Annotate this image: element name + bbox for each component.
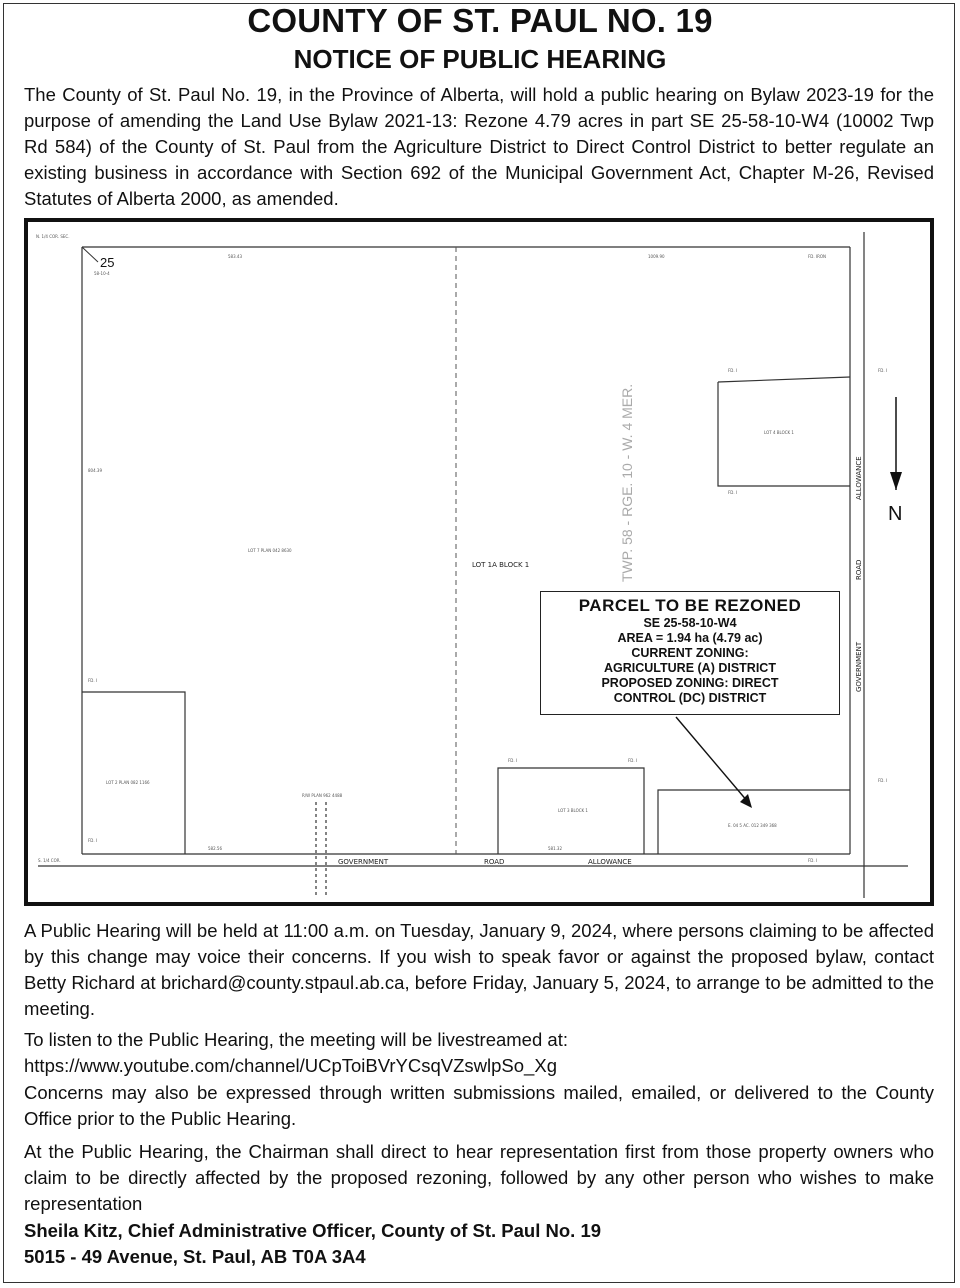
svg-text:FD. IRON: FD. IRON (808, 254, 827, 259)
svg-text:FD. I: FD. I (728, 368, 738, 373)
lot4-label: LOT 4 BLOCK 1 (764, 430, 794, 435)
svg-text:582.56: 582.56 (208, 846, 222, 851)
road-bottom-2: ROAD (484, 858, 505, 866)
svg-text:804.39: 804.39 (88, 468, 102, 473)
rezoning-callout (540, 591, 840, 715)
survey-drawing (28, 222, 930, 902)
parcel-label: E. 04 5 AC. 012 349 368 (728, 823, 777, 828)
callout-proposed-1: PROPOSED ZONING: DIRECT (601, 676, 779, 690)
callout-proposed-2: CONTROL (DC) DISTRICT (613, 691, 767, 705)
representation-paragraph: At the Public Hearing, the Chairman shall direct to hear representation first from those property owners who claim to be directly affected by the proposed rezoning, followed by any other person who wishes to make representation (24, 1141, 934, 1214)
svg-text:FD. I: FD. I (508, 758, 518, 763)
svg-text:N. 1/4 COR. SEC.: N. 1/4 COR. SEC. (36, 234, 70, 239)
callout-area: AREA = 1.94 ha (4.79 ac) (617, 631, 763, 645)
section-sub: 58-10-4 (94, 271, 110, 276)
lot3-label: LOT 3 BLOCK 1 (558, 808, 588, 813)
road-right-1: GOVERNMENT (855, 641, 863, 692)
section-number: 25 (100, 255, 115, 270)
road-bottom-1: GOVERNMENT (338, 858, 389, 866)
callout-heading: PARCEL TO BE REZONED (578, 596, 802, 615)
survey-map (24, 218, 934, 906)
notice-title: COUNTY OF ST. PAUL NO. 19 (247, 2, 713, 39)
signature-address: 5015 - 49 Avenue, St. Paul, AB T0A 3A4 (24, 1246, 366, 1267)
road-right-3: ALLOWANCE (855, 456, 863, 500)
svg-text:FD. I: FD. I (728, 490, 738, 495)
written-submissions-paragraph: Concerns may also be expressed through written submissions mailed, emailed, or delivered to the County Office prior to the Public Hearing. (24, 1082, 934, 1129)
township-label: TWP. 58 - RGE. 10 - W. 4 MER. (619, 383, 635, 582)
north-arrow-icon (888, 397, 902, 525)
svg-text:FD. I: FD. I (878, 368, 888, 373)
callout-arrow-icon (676, 717, 752, 808)
intro-paragraph: The County of St. Paul No. 19, in the Province of Alberta, will hold a public hearing on Bylaw 2023-19 for the purpose of amending the Land Use Bylaw 2021-13: Rezone 4.79 acres in part SE 25-58-10-W4 (10002 Twp Rd 584) of the County of St. Paul from the Agriculture District to Direct Control District to better regulate an existing business in accordance with Section 692 of the Municipal Government Act, Chapter M-26, Revised Statutes of Alberta 2000, as amended. (24, 84, 934, 209)
livestream-link[interactable]: https://www.youtube.com/channel/UCpToiBVrYCsqVZswlpSo_Xg (24, 1055, 557, 1076)
livestream-intro: To listen to the Public Hearing, the meeting will be livestreamed at: (24, 1029, 568, 1050)
rw-plan-label: R/W PLAN 962 4488 (302, 793, 343, 798)
road-right-2: ROAD (855, 559, 863, 580)
signature-name: Sheila Kitz, Chief Administrative Officer, County of St. Paul No. 19 (24, 1220, 602, 1241)
svg-text:FD. I: FD. I (808, 858, 818, 863)
svg-text:S. 1/4 COR.: S. 1/4 COR. (38, 858, 61, 863)
callout-legal: SE 25-58-10-W4 (643, 616, 737, 630)
svg-text:1009.90: 1009.90 (648, 254, 665, 259)
lot1a-label: LOT 1A BLOCK 1 (472, 561, 530, 569)
svg-text:583.43: 583.43 (228, 254, 242, 259)
svg-text:FD. I: FD. I (88, 838, 98, 843)
north-label: N (888, 503, 903, 525)
svg-text:FD. I: FD. I (628, 758, 638, 763)
callout-current-value: AGRICULTURE (A) DISTRICT (604, 661, 776, 675)
lot7-label: LOT 7 PLAN 042 8630 (248, 548, 292, 553)
svg-text:581.32: 581.32 (548, 846, 562, 851)
callout-current-label: CURRENT ZONING: (631, 646, 749, 660)
hearing-details-paragraph: A Public Hearing will be held at 11:00 a.m. on Tuesday, January 9, 2024, where persons claiming to be affected by this change may voice their concerns. If you wish to speak favor or against the proposed bylaw, contact Betty Richard at brichard@county.stpaul.ab.ca, before Friday, January 5, 2024, to arrange to be admitted to the meeting. (24, 920, 934, 1019)
svg-text:FD. I: FD. I (88, 678, 98, 683)
signature-block (24, 1218, 601, 1270)
svg-text:FD. I: FD. I (878, 778, 888, 783)
lot2-label: LOT 2 PLAN 082 1166 (106, 780, 150, 785)
notice-subtitle: NOTICE OF PUBLIC HEARING (293, 44, 667, 74)
livestream-paragraph (24, 1027, 934, 1079)
road-bottom-3: ALLOWANCE (588, 858, 632, 866)
